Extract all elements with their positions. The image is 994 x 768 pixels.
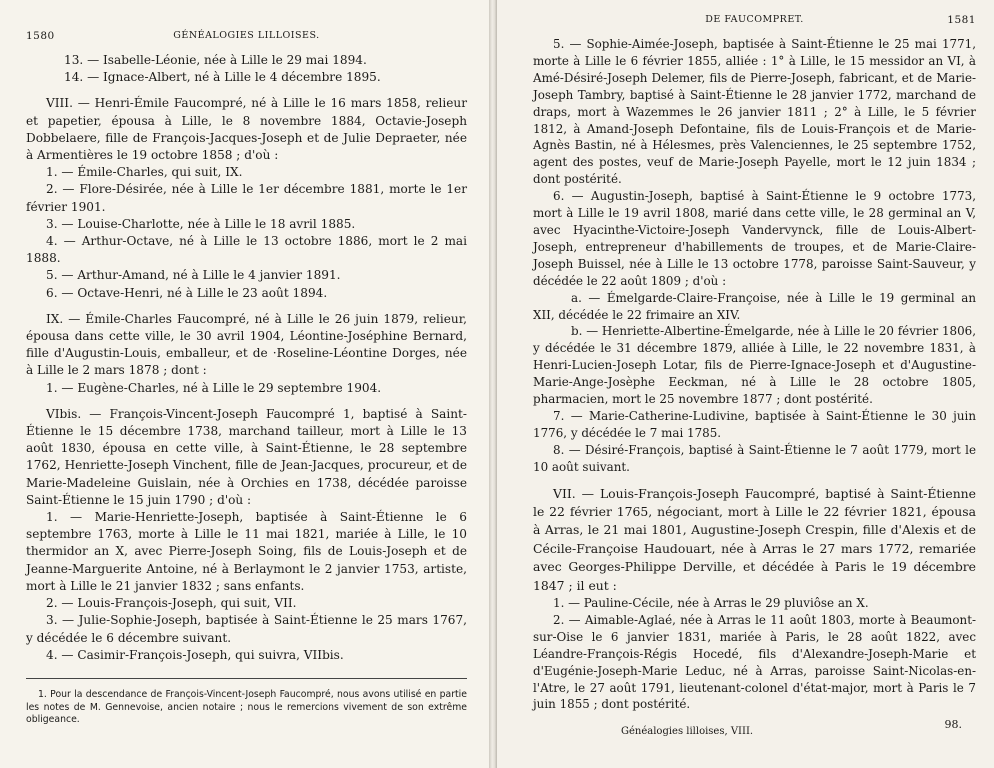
entry-paragraph: 14. — Ignace-Albert, né à Lille le 4 décembre 1895.: [64, 70, 381, 85]
entry-paragraph: 2. — Flore-Désirée, née à Lille le 1er décembre 1881, morte le 1er février 1901.: [26, 182, 467, 214]
generation-heading-paragraph: VII. — Louis-François-Joseph Faucompré, baptisé à Saint-Étienne le 22 février 1765, négociant, mort à Lille le 22 février 1821, épousa à Arras, le 21 mai 1801, Augustine-Joseph Crespin, fille d'Alexis et de Cécile-Françoise Haudouart, née à Arras le 27 mars 1772, remariée avec Georges-Philippe Derville, et décédée à Paris le 19 décembre 1847 ; il eut :: [533, 485, 976, 593]
signature-line: Généalogies lilloises, VIII.: [621, 726, 754, 737]
left-page-number: 1580: [26, 30, 55, 42]
entry-paragraph: 7. — Marie-Catherine-Ludivine, baptisée à Saint-Étienne le 30 juin 1776, y décédée le 7 mai 1785.: [533, 408, 976, 440]
book-gutter: [489, 0, 497, 768]
entry-paragraph: b. — Henriette-Albertine-Émelgarde, née à Lille le 20 février 1806, y décédée le 31 décembre 1879, alliée à Lille, le 22 novembre 1831, à Henri-Lucien-Joseph Lotar, fils de Pierre-Ignace-Joseph et d'Augustine-Marie-Ange-Josèphe Eeckman, né à Lille le 28 octobre 1805, pharmacien, mort le 25 novembre 1877 ; dont postérité.: [533, 324, 976, 407]
entry-paragraph: 3. — Louise-Charlotte, née à Lille le 18 avril 1885.: [46, 216, 356, 231]
entry-paragraph: a. — Émelgarde-Claire-Françoise, née à Lille le 19 germinal an XII, décédée le 22 frimaire an XIV.: [533, 290, 976, 322]
footnote: 1. Pour la descendance de François-Vincent-Joseph Faucompré, nous avons utilisé en partie les notes de M. Gennevoise, ancien notaire ; nous le remercions vivement de son extrême obligeance.: [26, 689, 467, 726]
generation-heading-paragraph: VIbis. — François-Vincent-Joseph Faucompré 1, baptisé à Saint-Étienne le 15 décembre 1738, marchand tailleur, mort à Lille le 13 août 1830, épousa en cette ville, à Saint-Étienne, le 28 septembre 1762, Henriette-Joseph Vinchent, fille de Jean-Jacques, procureur, et de Marie-Madeleine Guislain, née à Orchies en 1738, décédée paroisse Saint-Étienne le 15 juin 1790 ; d'où :: [26, 406, 467, 507]
entry-paragraph: 8. — Désiré-François, baptisé à Saint-Étienne le 7 août 1779, mort le 10 août suivant.: [533, 442, 976, 474]
entry-paragraph: 4. — Casimir-François-Joseph, qui suivra, VIIbis.: [46, 647, 344, 662]
right-page-body: [533, 36, 976, 713]
left-page: [0, 0, 489, 768]
entry-paragraph: 2. — Aimable-Aglaé, née à Arras le 11 août 1803, morte à Beaumont-sur-Oise le 6 janvier 1831, mariée à Paris, le 28 août 1822, avec Léandre-François-Régis Hocedé, fils d'Alexandre-Joseph-Marie et d'Eugénie-Joseph-Marie Leduc, né à Arras, paroisse Saint-Nicolas-en-l'Atre, le 27 août 1791, lieutenant-colonel d'état-major, mort à Paris le 7 juin 1855 ; dont postérité.: [533, 612, 976, 712]
right-page: [497, 0, 994, 768]
left-page-header: [26, 30, 467, 52]
right-running-head: DE FAUCOMPRET.: [705, 14, 804, 25]
entry-paragraph: 5. — Sophie-Aimée-Joseph, baptisée à Saint-Étienne le 25 mai 1771, morte à Lille le 6 février 1855, alliée : 1° à Lille, le 15 messidor an VI, à Amé-Désiré-Joseph Delemer, fils de Pierre-Joseph, fabricant, et de Marie-Joseph Tambry, baptisé à Saint-Étienne le 28 janvier 1772, marchand de draps, mort à Wazemmes le 26 janvier 1811 ; 2° à Lille, le 5 février 1812, à Amand-Joseph Defontaine, fils de Louis-François et de Marie-Agnès Bastin, né à Hélesmes, près Valenciennes, le 25 septembre 1752, agent des postes, veuf de Marie-Joseph Payelle, mort le 12 juin 1834 ; dont postérité.: [533, 37, 976, 187]
left-running-head: GÉNÉALOGIES LILLOISES.: [173, 30, 320, 41]
entry-paragraph: 2. — Louis-François-Joseph, qui suit, VII.: [46, 596, 297, 611]
left-page-body: [26, 52, 467, 664]
footnote-area: [26, 678, 467, 727]
entry-paragraph: 13. — Isabelle-Léonie, née à Lille le 29 mai 1894.: [64, 53, 367, 67]
entry-paragraph: 5. — Arthur-Amand, né à Lille le 4 janvier 1891.: [46, 268, 341, 283]
entry-paragraph: 1. — Émile-Charles, qui suit, IX.: [46, 165, 243, 180]
entry-paragraph: 4. — Arthur-Octave, né à Lille le 13 octobre 1886, mort le 2 mai 1888.: [26, 234, 467, 266]
generation-heading-paragraph: VIII. — Henri-Émile Faucompré, né à Lille le 16 mars 1858, relieur et papetier, épousa à Lille, le 8 novembre 1884, Octavie-Joseph Dobbelaere, fille de François-Jacques-Joseph et de Julie Depraeter, née à Armentières le 19 octobre 1858 ; d'où :: [26, 96, 467, 163]
entry-paragraph: 1. — Pauline-Cécile, née à Arras le 29 pluviôse an X.: [553, 596, 869, 610]
right-page-number: 1581: [947, 14, 976, 26]
entry-paragraph: 6. — Augustin-Joseph, baptisé à Saint-Étienne le 9 octobre 1773, mort à Lille le 19 avril 1808, marié dans cette ville, le 28 germinal an V, avec Hyacinthe-Victoire-Joseph Vandervynck, fille de Louis-Albert-Joseph, entrepreneur d'habillements de troupes, et de Marie-Claire-Joseph Buissel, née à Lille le 13 octobre 1778, paroisse Saint-Sauveur, y décédée le 22 août 1809 ; d'où :: [533, 189, 976, 288]
signature-footer: [533, 718, 976, 738]
entry-paragraph: 1. — Eugène-Charles, né à Lille le 29 septembre 1904.: [46, 380, 382, 395]
right-page-header: [533, 14, 976, 36]
generation-heading-paragraph: IX. — Émile-Charles Faucompré, né à Lille le 26 juin 1879, relieur, épousa dans cette ville, le 30 avril 1904, Léontine-Joséphine Bernard, fille d'Augustin-Louis, emballeur, et de ·Roseline-Léontine Dorges, née à Lille le 2 mars 1878 ; dont :: [26, 311, 467, 378]
entry-paragraph: 3. — Julie-Sophie-Joseph, baptisée à Saint-Étienne le 25 mars 1767, y décédée le 6 décembre suivant.: [26, 613, 467, 645]
entry-paragraph: 1. — Marie-Henriette-Joseph, baptisée à Saint-Étienne le 6 septembre 1763, morte à Lille le 11 mai 1821, mariée à Lille, le 10 thermidor an X, avec Pierre-Joseph Soing, fils de Louis-Joseph et de Jeanne-Marguerite Antoine, né à Berlaymont le 2 janvier 1753, artiste, mort à Lille le 21 janvier 1832 ; sans enfants.: [26, 510, 467, 593]
signature-number: 98.: [944, 718, 962, 731]
entry-paragraph: 6. — Octave-Henri, né à Lille le 23 août 1894.: [46, 285, 328, 300]
